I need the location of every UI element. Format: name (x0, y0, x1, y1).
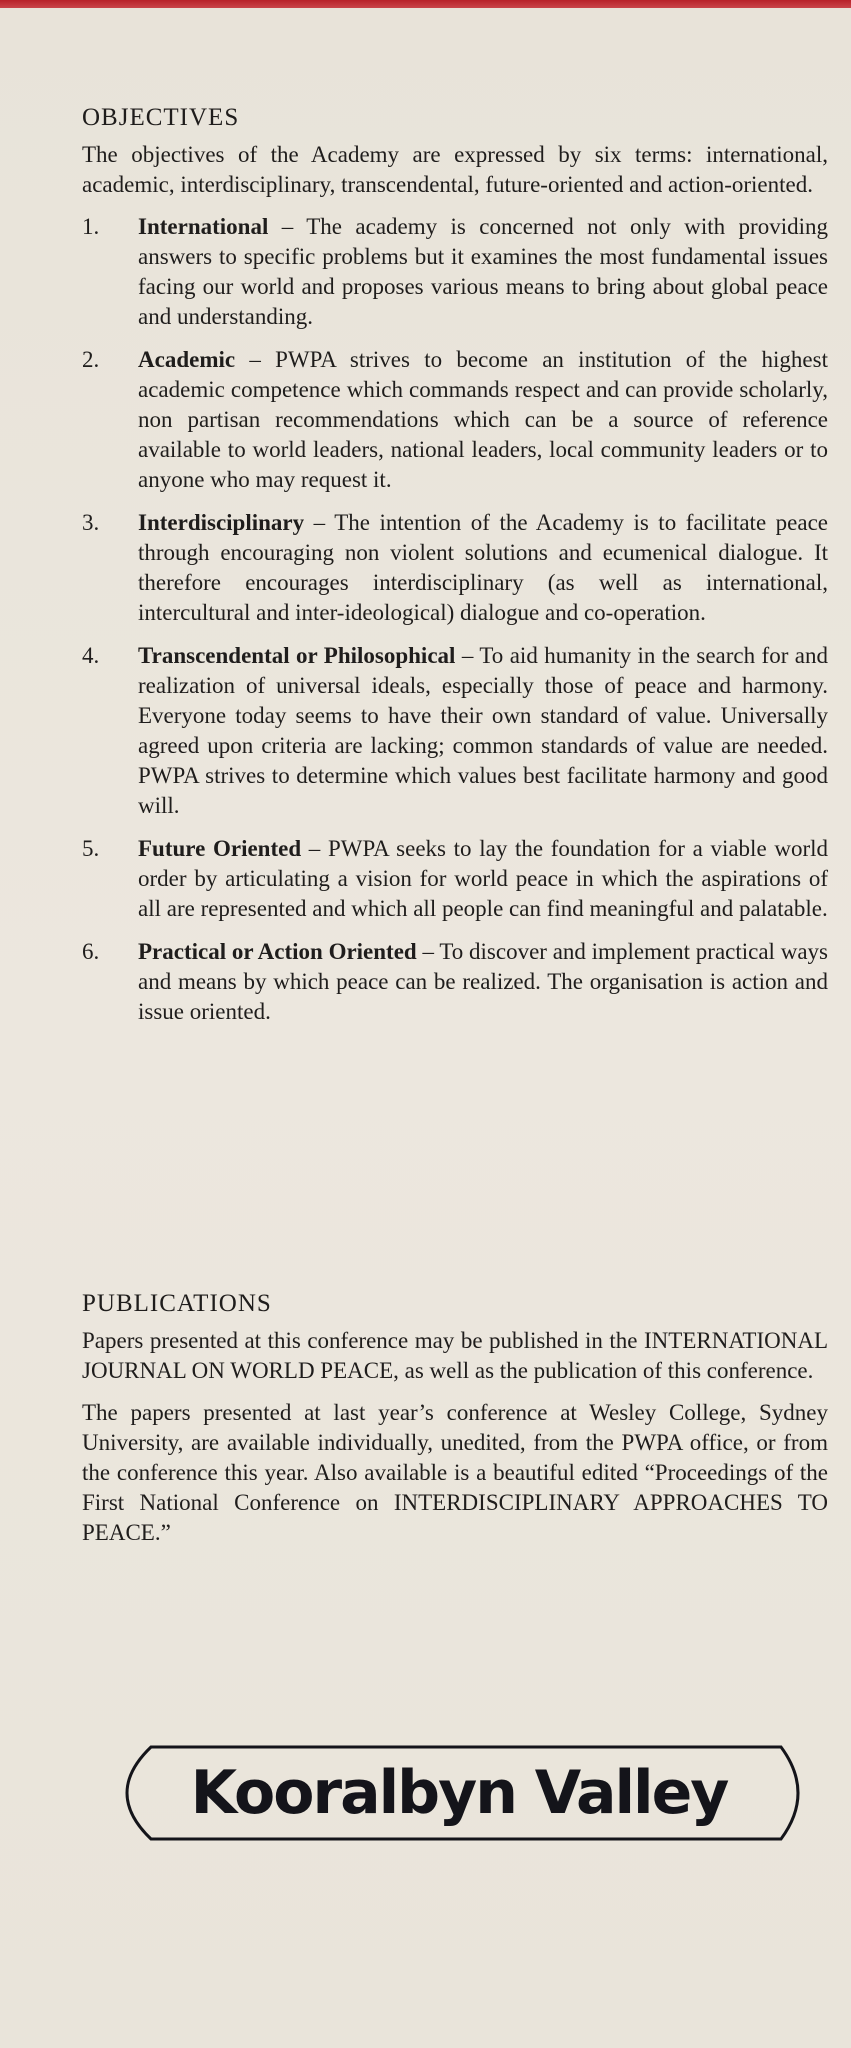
objective-item-action-oriented (82, 937, 828, 1027)
objective-text: – PWPA strives to become an institution of the highest academic competence which commands respect and can provide scholarly, non partisan recommendations which can be a source of reference available to world leaders, national leaders, local community leaders or to anyone who may request it. (138, 347, 828, 492)
objectives-intro: The objectives of the Academy are expressed by six terms: international, academic, interdisciplinary, transcendental, future-oriented and action-oriented. (82, 142, 828, 197)
objective-text: – The academy is concerned not only with providing answers to specific problems but it examines the most fundamental issues facing our world and proposes various means to bring about global peace and understanding. (138, 214, 828, 329)
objective-term: Future Oriented (138, 836, 302, 861)
objective-item-international (82, 212, 828, 332)
objective-text: – To discover and implement practical ways and means by which peace can be realized. The organisation is action and issue oriented. (138, 939, 828, 1024)
objective-number: 4. (82, 643, 100, 668)
objective-text: – PWPA seeks to lay the foundation for a viable world order by articulating a vision for world peace in which the aspirations of all are represented and which all people can find meaningful and palatable. (138, 836, 828, 921)
objective-number: 6. (82, 939, 100, 964)
publications-section (82, 1290, 828, 1560)
objective-term: Practical or Action Oriented (138, 939, 417, 964)
objective-term: Interdisciplinary (138, 510, 305, 535)
objective-item-academic (82, 345, 828, 495)
objective-number: 3. (82, 510, 100, 535)
objective-term: Transcendental or Philosophical (138, 643, 456, 668)
objective-item-future-oriented (82, 834, 828, 924)
objective-item-transcendental (82, 641, 828, 821)
publications-paragraph-1: Papers presented at this conference may be published in the INTERNATIONAL JOURNAL ON WORLD PEACE, as well as the publication of this conference. (82, 1328, 828, 1383)
publications-heading: PUBLICATIONS (82, 1290, 272, 1317)
kooralbyn-valley-logo (103, 1743, 815, 1843)
objective-number: 1. (82, 214, 100, 239)
objective-item-interdisciplinary (82, 508, 828, 628)
objective-number: 5. (82, 836, 100, 861)
objective-term: International (138, 214, 269, 239)
logo-text: Kooralbyn Valley (190, 1758, 728, 1828)
objectives-heading: OBJECTIVES (82, 104, 240, 131)
objective-term: Academic (138, 347, 236, 372)
objective-number: 2. (82, 347, 100, 372)
objective-text: – The intention of the Academy is to facilitate peace through encouraging non violent solutions and ecumenical dialogue. It therefore encourages interdisciplinary (as well as international, intercultural and inter-ideological) dialogue and co-operation. (138, 510, 828, 625)
publications-paragraph-2: The papers presented at last year’s conference at Wesley College, Sydney University, are available individually, unedited, from the PWPA office, or from the conference this year. Also available is a beautiful edited “Proceedings of the First National Conference on INTERDISCIPLINARY APPROACHES TO PEACE.” (82, 1400, 828, 1545)
objective-text: – To aid humanity in the search for and realization of universal ideals, especially those of peace and harmony. Everyone today seems to have their own standard of value. Universally agreed upon criteria are lacking; common standards of value are needed. PWPA strives to determine which values best facilitate harmony and good will. (138, 643, 828, 818)
page-top-edge (0, 0, 851, 8)
objectives-list (82, 212, 828, 1027)
objectives-section (82, 104, 828, 1040)
